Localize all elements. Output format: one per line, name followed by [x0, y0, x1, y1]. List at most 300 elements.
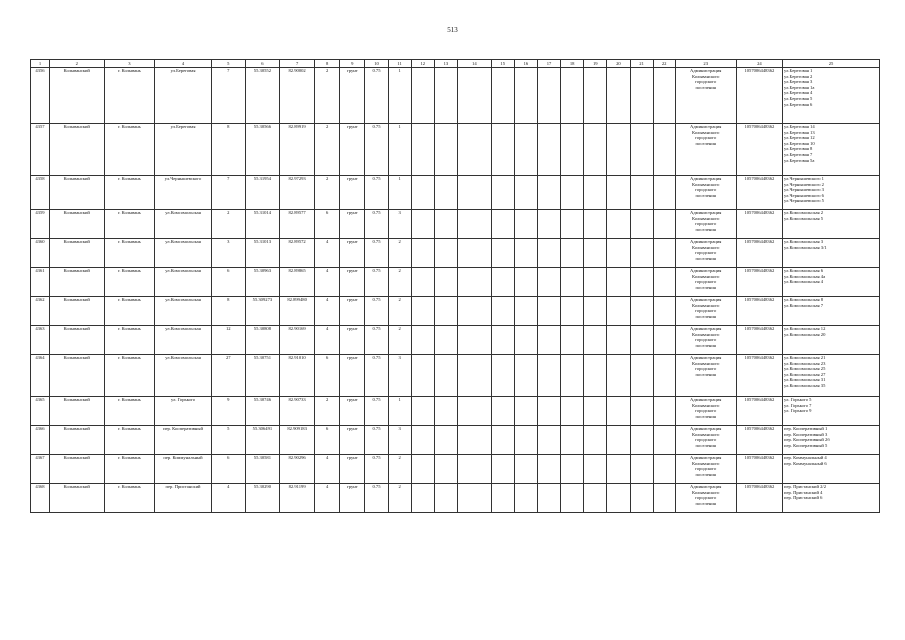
ogrn-cell: 1057006448362: [736, 68, 782, 124]
addr-line: ул.Комсомольская 7: [784, 302, 824, 308]
n5-cell: 8: [211, 124, 245, 176]
addr-line: пер. Пристанский 2/2: [784, 484, 826, 489]
district-cell: Колыванский: [49, 355, 104, 397]
empty-cell: [491, 268, 514, 297]
district-cell: Колыванский: [49, 68, 104, 124]
surface-cell: грунт: [340, 176, 365, 210]
org-line: городского: [695, 466, 717, 472]
empty-cell: [584, 355, 607, 397]
empty-cell: [653, 124, 675, 176]
num-cell: 4356: [31, 68, 50, 124]
org-line: Администрация: [690, 484, 722, 489]
empty-cell: [434, 355, 457, 397]
n8-cell: 2: [314, 397, 339, 426]
surface-cell: грунт: [340, 397, 365, 426]
addr-line: ул.Комсомольская 20: [784, 331, 826, 337]
empty-cell: [458, 176, 492, 210]
empty-cell: [561, 455, 584, 484]
empty-cell: [491, 484, 514, 513]
org-line: поселения: [695, 413, 716, 419]
ogrn-cell: 1057006448362: [736, 124, 782, 176]
district-cell: Колыванский: [49, 484, 104, 513]
empty-cell: [653, 68, 675, 124]
empty-cell: [537, 239, 560, 268]
lat-cell: 55.31013: [245, 239, 280, 268]
num-cell: 4361: [31, 268, 50, 297]
header-cell: 18: [561, 60, 584, 68]
ogrn-cell: 1057006448362: [736, 355, 782, 397]
surface-cell: грунт: [340, 268, 365, 297]
area-cell: 0.75: [365, 268, 388, 297]
addr-line: ул.Береговая 3: [784, 79, 813, 85]
district-cell: Колыванский: [49, 397, 104, 426]
org-line: городского: [695, 187, 717, 193]
org-line: городского: [695, 366, 717, 372]
n5-cell: 8: [211, 297, 245, 326]
empty-cell: [514, 176, 537, 210]
org-line: Администрация: [690, 210, 722, 215]
empty-cell: [458, 210, 492, 239]
addr-line: ул.Береговая 7: [784, 151, 813, 157]
empty-cell: [561, 124, 584, 176]
empty-cell: [514, 210, 537, 239]
empty-cell: [584, 484, 607, 513]
empty-cell: [411, 326, 434, 355]
count-cell: 2: [388, 297, 411, 326]
header-cell: 12: [411, 60, 434, 68]
surface-cell: грунт: [340, 124, 365, 176]
addr-line: ул.Чернышевского 6: [784, 192, 824, 198]
empty-cell: [630, 124, 653, 176]
empty-cell: [653, 326, 675, 355]
empty-cell: [584, 426, 607, 455]
addr-line: ул. Горького 7: [784, 402, 812, 408]
org-line: поселения: [695, 255, 716, 261]
addr-line: ул.Комсомольская 21: [784, 355, 826, 360]
addr-line: пер. Кооперативный 3: [784, 431, 828, 437]
empty-cell: [434, 426, 457, 455]
city-cell: г. Колывань: [104, 239, 154, 268]
district-cell: Колыванский: [49, 124, 104, 176]
org-line: поселения: [695, 500, 716, 506]
empty-cell: [537, 176, 560, 210]
org-cell: [675, 326, 736, 355]
addr-line: ул.Комсомольская 35: [784, 382, 826, 388]
table-body: [31, 68, 880, 513]
addr-line: ул.Комсомольская 6: [784, 268, 824, 273]
addr-line: ул.Береговая 14: [784, 124, 815, 129]
addr-line: ул.Береговая 10: [784, 140, 815, 146]
org-line: Администрация: [690, 124, 722, 129]
org-line: поселения: [695, 471, 716, 477]
empty-cell: [537, 326, 560, 355]
ogrn-cell: 1057006448362: [736, 268, 782, 297]
empty-cell: [630, 484, 653, 513]
district-cell: Колыванский: [49, 210, 104, 239]
lat-cell: 55.30751: [245, 355, 280, 397]
count-cell: 3: [388, 426, 411, 455]
header-cell: 14: [458, 60, 492, 68]
n8-cell: 4: [314, 484, 339, 513]
empty-cell: [491, 210, 514, 239]
district-cell: Колыванский: [49, 426, 104, 455]
empty-cell: [514, 239, 537, 268]
area-cell: 0.75: [365, 455, 388, 484]
addr-line: ул.Береговая 4: [784, 90, 813, 96]
org-cell: [675, 68, 736, 124]
org-line: городского: [695, 337, 717, 343]
area-cell: 0.75: [365, 426, 388, 455]
lon-cell: 82.89865: [280, 268, 315, 297]
empty-cell: [584, 210, 607, 239]
city-cell: г. Колывань: [104, 455, 154, 484]
org-line: Колыванского: [691, 489, 720, 495]
n5-cell: 27: [211, 355, 245, 397]
org-cell: [675, 210, 736, 239]
empty-cell: [491, 397, 514, 426]
num-cell: 4359: [31, 210, 50, 239]
org-line: Администрация: [690, 426, 722, 431]
org-line: Колыванского: [691, 460, 720, 466]
header-cell: 8: [314, 60, 339, 68]
surface-cell: грунт: [340, 239, 365, 268]
addr-line: ул.Комсомольская 2: [784, 210, 824, 215]
empty-cell: [434, 484, 457, 513]
addr-cell: [783, 455, 880, 484]
empty-cell: [514, 124, 537, 176]
addr-cell: [783, 397, 880, 426]
surface-cell: грунт: [340, 326, 365, 355]
n5-cell: 3: [211, 239, 245, 268]
empty-cell: [561, 239, 584, 268]
empty-cell: [491, 455, 514, 484]
surface-cell: грунт: [340, 355, 365, 397]
street-cell: ул.Комсомольская: [155, 297, 212, 326]
empty-cell: [434, 297, 457, 326]
empty-cell: [411, 426, 434, 455]
org-cell: [675, 268, 736, 297]
header-cell: 3: [104, 60, 154, 68]
addr-line: пер. Кооперативный 1: [784, 426, 828, 431]
empty-cell: [514, 426, 537, 455]
count-cell: 1: [388, 68, 411, 124]
empty-cell: [491, 176, 514, 210]
org-line: Колыванского: [691, 302, 720, 308]
empty-cell: [434, 239, 457, 268]
district-cell: Колыванский: [49, 268, 104, 297]
street-cell: пер. Коммунальный: [155, 455, 212, 484]
empty-cell: [561, 397, 584, 426]
num-cell: 4367: [31, 455, 50, 484]
lon-cell: 82.90169: [280, 326, 315, 355]
addr-line: пер. Кооперативный 2б: [784, 437, 830, 443]
empty-cell: [514, 297, 537, 326]
org-line: Администрация: [690, 355, 722, 360]
addr-line: ул.Береговая 8: [784, 146, 813, 152]
addr-line: ул.Чернышевского 1: [784, 176, 824, 181]
empty-cell: [491, 124, 514, 176]
header-cell: 13: [434, 60, 457, 68]
org-line: Колыванского: [691, 244, 720, 250]
empty-cell: [514, 268, 537, 297]
empty-cell: [630, 355, 653, 397]
empty-cell: [537, 455, 560, 484]
empty-cell: [411, 239, 434, 268]
empty-cell: [607, 68, 630, 124]
empty-cell: [584, 297, 607, 326]
empty-cell: [411, 268, 434, 297]
addr-cell: [783, 124, 880, 176]
empty-cell: [607, 484, 630, 513]
count-cell: 1: [388, 176, 411, 210]
empty-cell: [630, 326, 653, 355]
org-line: Администрация: [690, 268, 722, 273]
count-cell: 2: [388, 326, 411, 355]
city-cell: г. Колывань: [104, 397, 154, 426]
lon-cell: 82.91010: [280, 355, 315, 397]
org-line: Колыванского: [691, 402, 720, 408]
lon-cell: 82.89572: [280, 239, 315, 268]
lon-cell: 82.90733: [280, 397, 315, 426]
street-cell: пер. Пристанский: [155, 484, 212, 513]
empty-cell: [653, 239, 675, 268]
org-line: Колыванского: [691, 215, 720, 221]
n8-cell: 6: [314, 210, 339, 239]
addr-line: ул.Комсомольская 12: [784, 326, 826, 331]
empty-cell: [514, 484, 537, 513]
header-cell: 21: [630, 60, 653, 68]
org-line: поселения: [695, 226, 716, 232]
org-line: поселения: [695, 192, 716, 198]
header-cell: 24: [736, 60, 782, 68]
empty-cell: [458, 326, 492, 355]
area-cell: 0.75: [365, 297, 388, 326]
addr-line: ул.Береговая 5а: [784, 157, 815, 163]
header-cell: 2: [49, 60, 104, 68]
num-cell: 4364: [31, 355, 50, 397]
num-cell: 4358: [31, 176, 50, 210]
empty-cell: [458, 355, 492, 397]
num-cell: 4357: [31, 124, 50, 176]
empty-cell: [434, 68, 457, 124]
empty-cell: [561, 484, 584, 513]
header-cell: 25: [783, 60, 880, 68]
addr-line: ул.Береговая 1а: [784, 84, 815, 90]
addr-line: ул.Береговая 12: [784, 135, 815, 141]
org-line: поселения: [695, 84, 716, 90]
addr-line: ул. Горького 9: [784, 408, 812, 414]
empty-cell: [537, 297, 560, 326]
addr-line: пер. Кооперативный 5: [784, 442, 828, 448]
empty-cell: [458, 397, 492, 426]
empty-cell: [434, 176, 457, 210]
addr-line: ул.Комсомольская 3/1: [784, 244, 827, 250]
addr-line: ул.Комсомольская 31: [784, 377, 826, 383]
empty-cell: [561, 68, 584, 124]
street-cell: ул. Горького: [155, 397, 212, 426]
num-cell: 4362: [31, 297, 50, 326]
district-cell: Колыванский: [49, 176, 104, 210]
addr-line: ул.Комсомольская 4: [784, 279, 824, 285]
table-row: [31, 124, 880, 176]
org-line: поселения: [695, 342, 716, 348]
n5-cell: 4: [211, 484, 245, 513]
district-cell: Колыванский: [49, 297, 104, 326]
area-cell: 0.75: [365, 176, 388, 210]
table-row: [31, 355, 880, 397]
org-cell: [675, 397, 736, 426]
n5-cell: 9: [211, 397, 245, 426]
empty-cell: [584, 397, 607, 426]
empty-cell: [630, 68, 653, 124]
org-line: городского: [695, 279, 717, 285]
empty-cell: [411, 210, 434, 239]
lon-cell: 82.909183: [280, 426, 315, 455]
empty-cell: [653, 176, 675, 210]
addr-line: пер. Пристанский 6: [784, 495, 823, 501]
org-line: Администрация: [690, 397, 722, 402]
addr-line: ул.Комсомольская 25: [784, 366, 826, 372]
empty-cell: [607, 397, 630, 426]
n5-cell: 6: [211, 455, 245, 484]
count-cell: 2: [388, 455, 411, 484]
empty-cell: [561, 326, 584, 355]
org-line: поселения: [695, 284, 716, 290]
count-cell: 3: [388, 210, 411, 239]
header-cell: 22: [653, 60, 675, 68]
addr-cell: [783, 210, 880, 239]
table-row: [31, 239, 880, 268]
empty-cell: [584, 68, 607, 124]
empty-cell: [607, 455, 630, 484]
org-cell: [675, 484, 736, 513]
empty-cell: [514, 355, 537, 397]
header-cell: 7: [280, 60, 315, 68]
street-cell: ул.Комсомольская: [155, 355, 212, 397]
addr-line: ул.Береговая 6: [784, 101, 813, 107]
city-cell: г. Колывань: [104, 210, 154, 239]
n8-cell: 4: [314, 268, 339, 297]
org-line: Колыванского: [691, 129, 720, 135]
table-row: [31, 426, 880, 455]
street-cell: ул.Береговая: [155, 124, 212, 176]
street-cell: пер. Кооперативный: [155, 426, 212, 455]
org-line: Колыванского: [691, 273, 720, 279]
area-cell: 0.75: [365, 355, 388, 397]
n8-cell: 4: [314, 239, 339, 268]
ogrn-cell: 1057006448362: [736, 484, 782, 513]
empty-cell: [514, 326, 537, 355]
org-line: Администрация: [690, 176, 722, 181]
empty-cell: [537, 124, 560, 176]
lon-cell: 82.97293: [280, 176, 315, 210]
empty-cell: [458, 455, 492, 484]
city-cell: г. Колывань: [104, 176, 154, 210]
empty-cell: [653, 455, 675, 484]
district-cell: Колыванский: [49, 455, 104, 484]
addr-cell: [783, 268, 880, 297]
org-cell: [675, 426, 736, 455]
empty-cell: [653, 210, 675, 239]
num-cell: 4365: [31, 397, 50, 426]
ogrn-cell: 1057006448362: [736, 176, 782, 210]
empty-cell: [630, 426, 653, 455]
area-cell: 0.75: [365, 124, 388, 176]
n5-cell: 2: [211, 210, 245, 239]
lat-cell: 55.306491: [245, 426, 280, 455]
org-line: Колыванского: [691, 431, 720, 437]
n5-cell: 7: [211, 68, 245, 124]
empty-cell: [561, 268, 584, 297]
lat-cell: 55.30808: [245, 326, 280, 355]
num-cell: 4360: [31, 239, 50, 268]
empty-cell: [434, 326, 457, 355]
n5-cell: 6: [211, 268, 245, 297]
surface-cell: грунт: [340, 210, 365, 239]
area-cell: 0.75: [365, 239, 388, 268]
lon-cell: 82.91199: [280, 484, 315, 513]
lon-cell: 82.90296: [280, 455, 315, 484]
street-cell: ул.Комсомольская: [155, 326, 212, 355]
addr-line: ул.Комсомольская 27: [784, 371, 826, 377]
empty-cell: [630, 210, 653, 239]
org-cell: [675, 455, 736, 484]
empty-cell: [411, 455, 434, 484]
lat-cell: 55.30746: [245, 397, 280, 426]
district-cell: Колыванский: [49, 239, 104, 268]
num-cell: 4368: [31, 484, 50, 513]
empty-cell: [653, 397, 675, 426]
empty-cell: [537, 68, 560, 124]
empty-cell: [411, 68, 434, 124]
lon-cell: 82.90002: [280, 68, 315, 124]
empty-cell: [561, 355, 584, 397]
empty-cell: [411, 124, 434, 176]
org-line: Администрация: [690, 326, 722, 331]
empty-cell: [411, 297, 434, 326]
n8-cell: 4: [314, 326, 339, 355]
empty-cell: [584, 124, 607, 176]
empty-cell: [434, 397, 457, 426]
empty-cell: [584, 176, 607, 210]
table-row: [31, 210, 880, 239]
addr-cell: [783, 176, 880, 210]
lon-cell: 82.89577: [280, 210, 315, 239]
empty-cell: [514, 455, 537, 484]
empty-cell: [537, 397, 560, 426]
area-cell: 0.75: [365, 484, 388, 513]
empty-cell: [458, 297, 492, 326]
empty-cell: [561, 297, 584, 326]
area-cell: 0.75: [365, 210, 388, 239]
empty-cell: [584, 455, 607, 484]
empty-cell: [537, 426, 560, 455]
n8-cell: 2: [314, 124, 339, 176]
addr-line: ул.Береговая 2: [784, 73, 813, 79]
addr-line: ул.Береговая 1: [784, 68, 813, 73]
street-cell: ул.Комсомольская: [155, 268, 212, 297]
org-line: Колыванского: [691, 331, 720, 337]
empty-cell: [491, 239, 514, 268]
empty-cell: [653, 426, 675, 455]
header-cell: 4: [155, 60, 212, 68]
n8-cell: 2: [314, 176, 339, 210]
empty-cell: [411, 397, 434, 426]
org-line: городского: [695, 79, 717, 85]
org-line: Администрация: [690, 68, 722, 73]
empty-cell: [561, 210, 584, 239]
n5-cell: 7: [211, 176, 245, 210]
